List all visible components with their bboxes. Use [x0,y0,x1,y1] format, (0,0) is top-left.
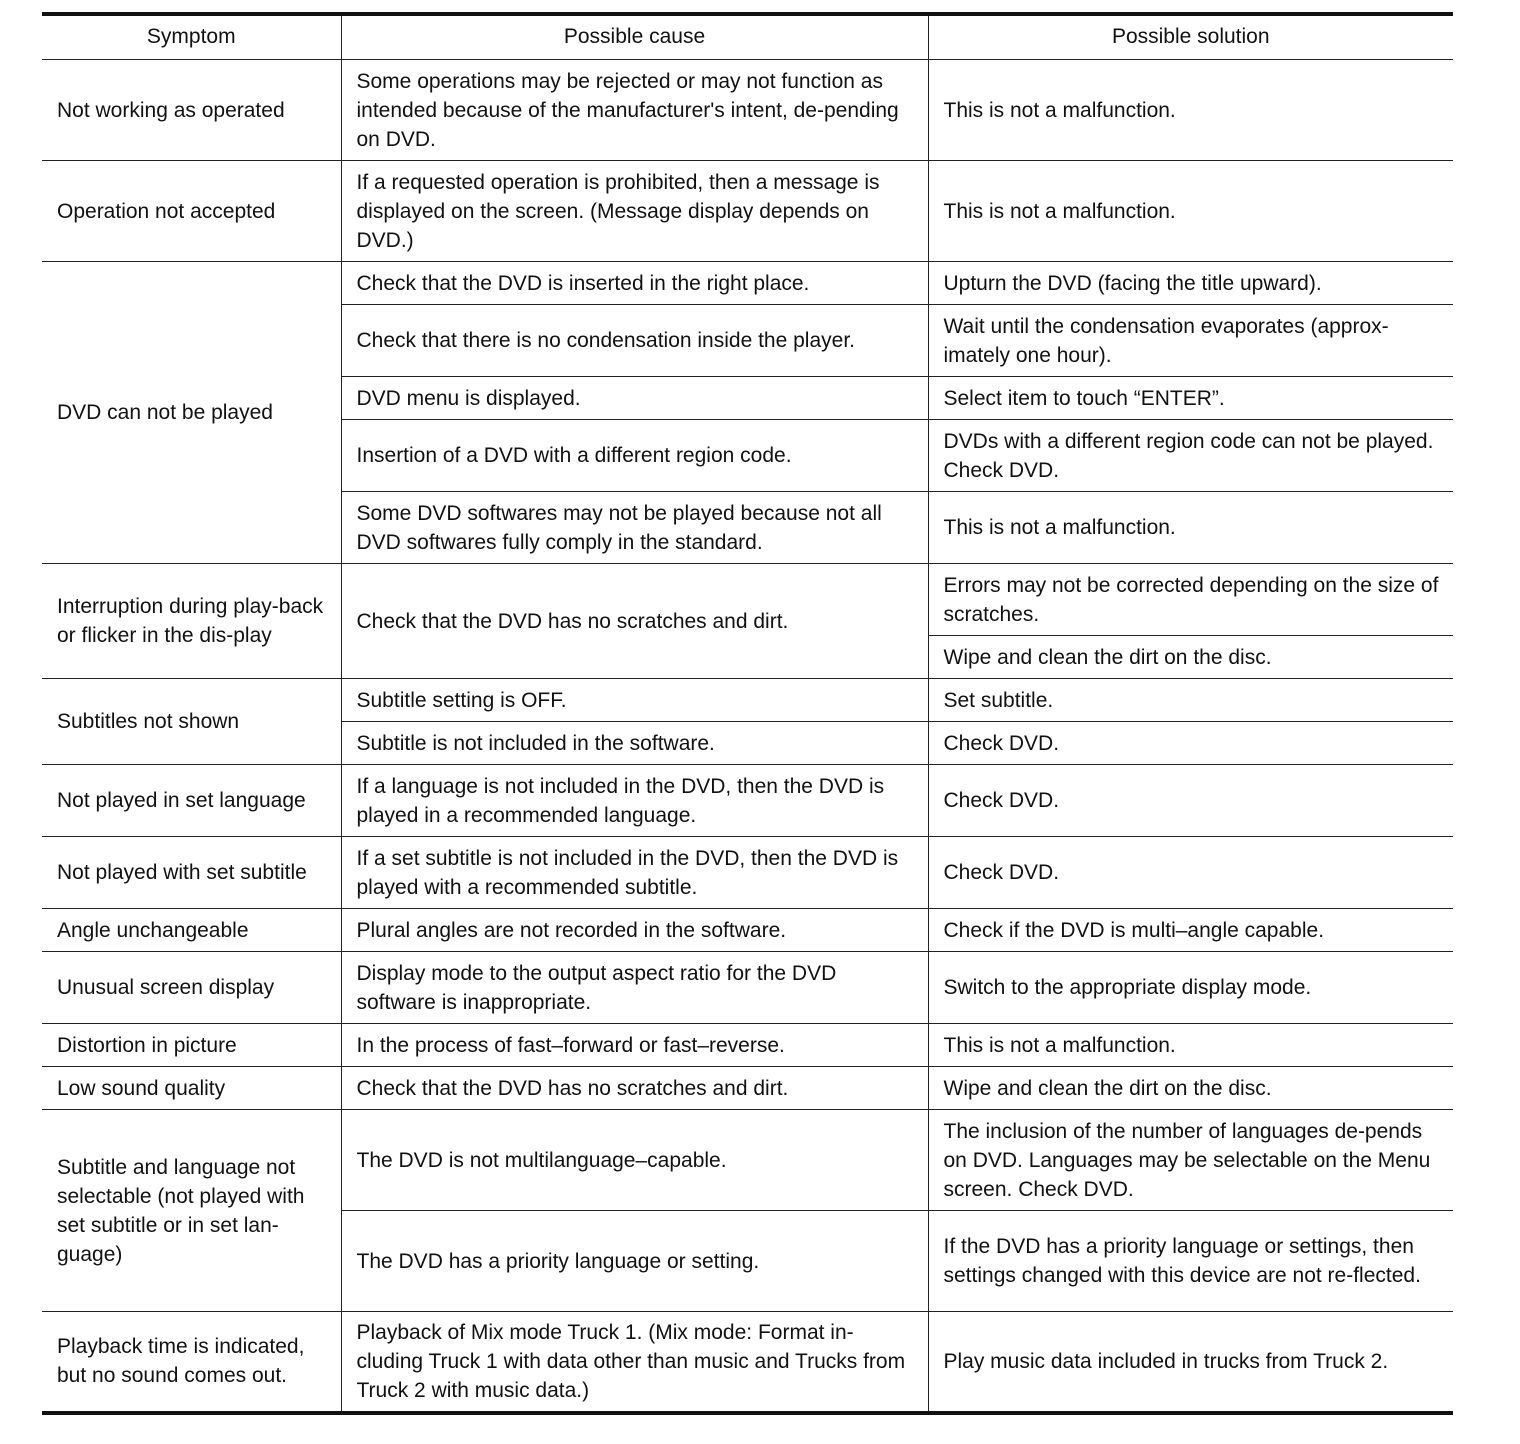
symptom-cell: Interruption during play-back or flicker in the dis-play [42,564,341,679]
symptom-cell: Not working as operated [42,60,341,161]
table-row [42,765,1453,837]
cause-cell: Plural angles are not recorded in the software. [341,909,928,952]
cause-cell: Display mode to the output aspect ratio for the DVD software is inappropriate. [341,952,928,1024]
solution-cell: Wait until the condensation evaporates (approx-imately one hour). [928,305,1453,377]
cause-cell: Check that there is no condensation inside the player. [341,305,928,377]
header-row [42,14,1453,60]
table-row [42,1067,1453,1110]
symptom-cell: Operation not accepted [42,161,341,262]
table-row [42,564,1453,636]
cause-cell: Some operations may be rejected or may not function as intended because of the manufacturer's intent, de-pending on DVD. [341,60,928,161]
solution-cell: Upturn the DVD (facing the title upward). [928,262,1453,305]
solution-cell: Wipe and clean the dirt on the disc. [928,636,1453,679]
table-row [42,1110,1453,1211]
header-symptom: Symptom [42,14,341,60]
cause-cell: Subtitle setting is OFF. [341,679,928,722]
symptom-cell: Unusual screen display [42,952,341,1024]
solution-cell: Check if the DVD is multi–angle capable. [928,909,1453,952]
solution-cell: Set subtitle. [928,679,1453,722]
cause-cell: Some DVD softwares may not be played because not all DVD softwares fully comply in the standard. [341,492,928,564]
solution-cell: Check DVD. [928,837,1453,909]
cause-cell: Check that the DVD has no scratches and dirt. [341,1067,928,1110]
cause-cell: Check that the DVD has no scratches and dirt. [341,564,928,679]
troubleshooting-table [42,12,1453,1415]
table-row [42,909,1453,952]
cause-cell: The DVD is not multilanguage–capable. [341,1110,928,1211]
symptom-cell: Subtitles not shown [42,679,341,765]
cause-cell: If a language is not included in the DVD, then the DVD is played in a recommended language. [341,765,928,837]
table-row [42,161,1453,262]
header-possible-solution: Possible solution [928,14,1453,60]
troubleshooting-table-container [42,12,1453,1415]
cause-cell: Subtitle is not included in the software. [341,722,928,765]
cause-cell: DVD menu is displayed. [341,377,928,420]
solution-cell: This is not a malfunction. [928,60,1453,161]
cause-cell: Check that the DVD is inserted in the right place. [341,262,928,305]
header-possible-cause: Possible cause [341,14,928,60]
symptom-cell: Not played in set language [42,765,341,837]
solution-cell: Select item to touch “ENTER”. [928,377,1453,420]
table-row [42,952,1453,1024]
symptom-cell: Angle unchangeable [42,909,341,952]
cause-cell: The DVD has a priority language or setting. [341,1211,928,1312]
solution-cell: DVDs with a different region code can not be played. Check DVD. [928,420,1453,492]
solution-cell: This is not a malfunction. [928,492,1453,564]
solution-cell: This is not a malfunction. [928,161,1453,262]
solution-cell: Play music data included in trucks from Truck 2. [928,1312,1453,1413]
cause-cell: Playback of Mix mode Truck 1. (Mix mode: Format in-cluding Truck 1 with data other than music and Trucks from Truck 2 with music data.) [341,1312,928,1413]
table-row [42,262,1453,305]
solution-cell: Check DVD. [928,765,1453,837]
symptom-cell: Not played with set subtitle [42,837,341,909]
cause-cell: If a requested operation is prohibited, then a message is displayed on the screen. (Message display depends on DVD.) [341,161,928,262]
symptom-cell: DVD can not be played [42,262,341,564]
solution-cell: Check DVD. [928,722,1453,765]
table-row [42,837,1453,909]
symptom-cell: Playback time is indicated, but no sound comes out. [42,1312,341,1413]
symptom-cell: Distortion in picture [42,1024,341,1067]
symptom-cell: Subtitle and language not selectable (not played with set subtitle or in set lan-guage) [42,1110,341,1312]
table-row [42,60,1453,161]
cause-cell: Insertion of a DVD with a different region code. [341,420,928,492]
solution-cell: If the DVD has a priority language or settings, then settings changed with this device are not re-flected. [928,1211,1453,1312]
solution-cell: Wipe and clean the dirt on the disc. [928,1067,1453,1110]
solution-cell: This is not a malfunction. [928,1024,1453,1067]
table-row [42,1024,1453,1067]
symptom-cell: Low sound quality [42,1067,341,1110]
solution-cell: Switch to the appropriate display mode. [928,952,1453,1024]
solution-cell: Errors may not be corrected depending on the size of scratches. [928,564,1453,636]
table-row [42,1312,1453,1413]
cause-cell: If a set subtitle is not included in the DVD, then the DVD is played with a recommended subtitle. [341,837,928,909]
cause-cell: In the process of fast–forward or fast–reverse. [341,1024,928,1067]
solution-cell: The inclusion of the number of languages de-pends on DVD. Languages may be selectable on the Menu screen. Check DVD. [928,1110,1453,1211]
table-row [42,679,1453,722]
